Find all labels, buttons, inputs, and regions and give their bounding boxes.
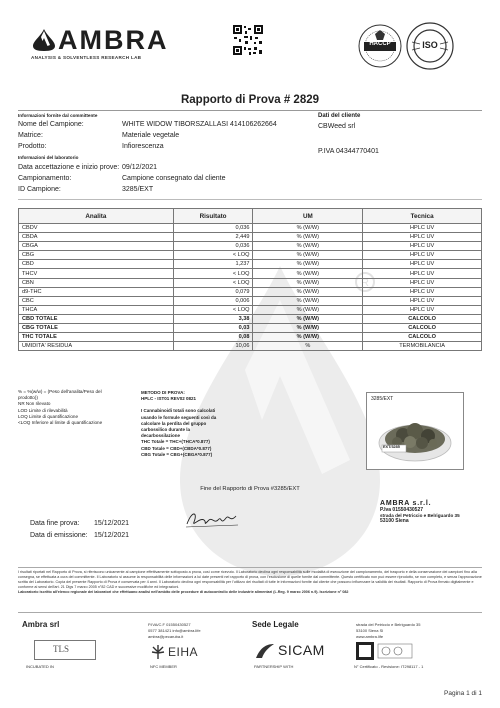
end-of-report: Fine del Rapporto di Prova #3285/EXT <box>200 486 300 492</box>
hq-address-1: strada del Petriccio e Belriguardo 35 <box>356 622 421 627</box>
result-cell: 0,079 <box>173 287 253 296</box>
um-cell: % (W/W) <box>253 260 363 269</box>
result-cell: < LOQ <box>173 269 253 278</box>
issue-date-value: 15/12/2021 <box>94 532 130 539</box>
analyte-cell: CBDA <box>19 233 174 242</box>
um-cell: % (W/W) <box>253 296 363 305</box>
stamp-line: 53100 Siena <box>380 518 409 524</box>
result-cell: 3,38 <box>173 314 253 323</box>
iso-cert-badge-icon <box>356 642 414 660</box>
table-row <box>19 342 482 351</box>
method-line: CBG Totale = CBG+(CBGA*0.877) <box>141 451 213 457</box>
sample-photo <box>366 392 464 470</box>
um-cell: % (W/W) <box>253 242 363 251</box>
client-name: CBWeed srl <box>318 123 356 130</box>
um-cell: % (W/W) <box>253 333 363 342</box>
technique-cell: HPLC UV <box>363 233 482 242</box>
section-lab: Informazioni del laboratorio <box>18 155 79 160</box>
um-cell: % (W/W) <box>253 224 363 233</box>
brand-name: AMBRA <box>58 25 169 55</box>
analyte-cell: CBG TOTALE <box>19 324 174 333</box>
table-row <box>19 269 482 278</box>
footer-pec: ambra@pecaruba.it <box>148 634 184 639</box>
um-cell: % (W/W) <box>253 305 363 314</box>
technique-cell: HPLC UV <box>363 278 482 287</box>
analyte-cell: CBDV <box>19 224 174 233</box>
footer-legal-text <box>18 570 482 595</box>
legend-line: <LOQ Inferiore al limite di quantificazione <box>18 420 103 426</box>
legend-line: LOD Limite di rilevabilità <box>18 407 68 413</box>
footer-accreditation: Laboratorio iscritto all'elenco regionale dei laboratori che effettuano analisi nell'ambito delle procedure di autocontrollo delle industrie alimentari (L.Reg. 9 marzo 2006 n.9). Iscrizione n° 082 <box>18 590 349 594</box>
acceptance-date-value: 09/12/2021 <box>122 164 158 171</box>
analyte-cell: CBN <box>19 278 174 287</box>
legend-block <box>18 389 102 426</box>
result-cell: 0,036 <box>173 242 253 251</box>
haccp-seal-label: HACCP <box>369 41 391 47</box>
um-cell: % (W/W) <box>253 278 363 287</box>
footer-phone: 0577 381421 info@ambra.life <box>148 628 201 633</box>
analyte-cell: CBD TOTALE <box>19 314 174 323</box>
method-line: HPLC - IST01 REV02 0821 <box>141 396 197 402</box>
result-cell: < LOQ <box>173 278 253 287</box>
svg-text:R: R <box>361 277 369 289</box>
table-row <box>19 287 482 296</box>
technique-cell: HPLC UV <box>363 296 482 305</box>
um-cell: % (W/W) <box>253 269 363 278</box>
client-vat: P.IVA 04344770401 <box>318 148 379 155</box>
footer-company: Ambra srl <box>22 620 60 629</box>
header-um: UM <box>253 209 363 224</box>
table-row <box>19 242 482 251</box>
um-cell: % (W/W) <box>253 233 363 242</box>
issue-date-label: Data di emissione: <box>30 532 88 539</box>
product-value: Infiorescenza <box>122 143 164 150</box>
result-cell: 2,449 <box>173 233 253 242</box>
hq-address-2: 53100 Siena SI <box>356 628 384 633</box>
technique-cell: HPLC UV <box>363 224 482 233</box>
technique-cell: CALCOLO <box>363 333 482 342</box>
analyte-cell: CBG <box>19 251 174 260</box>
um-cell: % (W/W) <box>253 251 363 260</box>
sicam-logo: SICAM <box>278 642 325 658</box>
method-block <box>141 390 216 458</box>
legend-line: LOQ Limite di quantificazione <box>18 413 79 419</box>
method-line: THC Totale = THC+(THCA*0.877) <box>141 439 210 445</box>
table-row <box>19 296 482 305</box>
stamp-line: AMBRA s.r.l. <box>380 500 432 507</box>
stamp-line: P.Iva 01550430527 <box>380 507 424 513</box>
page-number: Pagina 1 di 1 <box>444 690 482 697</box>
um-cell: % (W/W) <box>253 287 363 296</box>
sample-name-label: Nome del Campione: <box>18 121 84 128</box>
technique-cell: CALCOLO <box>363 314 482 323</box>
hq-title: Sede Legale <box>252 620 299 629</box>
footer-divider <box>18 567 482 568</box>
table-row <box>19 233 482 242</box>
photo-tag: EXT/3285 <box>383 445 400 449</box>
method-line: decarbossilazione <box>141 433 181 439</box>
technique-cell: HPLC UV <box>363 287 482 296</box>
table-row <box>19 260 482 269</box>
method-line: METODO DI PROVA: <box>141 390 185 395</box>
cannabis-buds-image <box>375 409 455 465</box>
eiha-logo: EIHA <box>168 645 199 659</box>
technique-cell: HPLC UV <box>363 269 482 278</box>
sample-id-value: 3285/EXT <box>122 186 154 193</box>
matrix-value: Materiale vegetale <box>122 132 180 139</box>
technique-cell: HPLC UV <box>363 251 482 260</box>
table-row <box>19 324 482 333</box>
signature-icon <box>184 508 240 530</box>
report-title: Rapporto di Prova # 2829 <box>180 94 320 106</box>
analyte-cell: CBC <box>19 296 174 305</box>
info-divider <box>18 199 482 200</box>
footer-divider-2 <box>18 612 482 613</box>
acceptance-date-label: Data accettazione e inizio prove: <box>18 164 120 171</box>
end-test-date-label: Data fine prova: <box>30 520 80 527</box>
eiha-member-label: NFC MEMBER <box>150 664 177 669</box>
result-cell: 0,03 <box>173 324 253 333</box>
matrix-label: Matrice: <box>18 132 43 139</box>
result-cell: 1,237 <box>173 260 253 269</box>
table-row <box>19 224 482 233</box>
result-cell: < LOQ <box>173 305 253 314</box>
technique-cell: HPLC UV <box>363 260 482 269</box>
incubated-label: INCUBATED IN <box>26 664 54 669</box>
qr-code-icon <box>232 24 264 56</box>
header-analyte: Analita <box>19 209 174 224</box>
method-line: usando le formule seguenti così da <box>141 414 217 420</box>
result-cell: 0,006 <box>173 296 253 305</box>
hemp-leaf-icon <box>150 644 166 660</box>
hq-website: www.ambra.life <box>356 634 384 639</box>
tls-logo <box>34 640 96 660</box>
result-cell: 0,08 <box>173 333 253 342</box>
product-label: Prodotto: <box>18 143 47 150</box>
table-row <box>19 305 482 314</box>
sample-id-label: ID Campione: <box>18 186 61 193</box>
partnership-label: PARTNERSHIP WITH <box>254 664 294 669</box>
legend-line: % = %(w/w) = (Peso dell'analita/Peso del <box>18 389 102 394</box>
sample-name-value: WHITE WIDOW TIBORSZALLASI 414106262664 <box>122 121 277 128</box>
legend-line: NR Non rilevato <box>18 401 51 407</box>
footer-disclaimer: I risultati riportati nel Rapporto di Prova, si riferiscono unicamente al campione effettivamente sottoposto a prova, così come ricevuto. Il Laboratorio declina ogni responsabilità sulle modalità di esecuzione del campionamento, del trasporto e della conservazione dei campioni fino alla consegna, se effettuata a cura del committente. Il Laboratorio si assume la responsabilità delle informazioni a lui date presenti nel rapporto di prova, con l'esclusione di quelle fornite dal committente. Questo certificato non può essere riprodotto, se non completo, e senza l'approvazione scritta del Laboratorio. Copia del presente Rapporto di Prova è conservata per 4 anni. Il Laboratorio declina ogni responsabilità per l'utilizzo dei risultati di tutte le informazioni fornite dal cliente che possono influenzare la validità dei risultati. <box>18 570 482 584</box>
company-stamp <box>380 500 476 540</box>
client-data-heading: Dati del cliente <box>318 113 361 119</box>
header-result: Risultato <box>173 209 253 224</box>
analyte-cell: UMIDITA' RESIDUA <box>19 342 174 351</box>
technique-cell: TERMOBILANCIA <box>363 342 482 351</box>
legend-line: prodotto)) <box>18 395 38 401</box>
ambra-drop-logo-icon <box>30 28 58 52</box>
result-cell: 0,036 <box>173 224 253 233</box>
table-row <box>19 278 482 287</box>
header-technique: Tecnica <box>363 209 482 224</box>
iso-seal-label: ISO <box>422 40 438 50</box>
analyte-cell: CBD <box>19 260 174 269</box>
result-cell: < LOQ <box>173 251 253 260</box>
cert-number: N° Certificato - Revisione: IT298117 - 1 <box>354 664 424 669</box>
results-table <box>18 208 482 351</box>
method-line: calcolare la perdita del gruppo <box>141 420 207 426</box>
um-cell: % (W/W) <box>253 314 363 323</box>
result-cell: 10,06 <box>173 342 253 351</box>
photo-caption: 3285/EXT <box>371 396 394 402</box>
footer-vat: P.IVA/C.F 01550430527 <box>148 622 191 627</box>
footer-signature-note: Rapporto di Prova firmato digitalmente e conforme ai sensi dell'art. 21 Dlgs 7 marzo 2005 n°82 CAD e successive modifiche ed integrazioni. <box>18 580 474 589</box>
analyte-cell: THCA <box>19 305 174 314</box>
um-cell: % (W/W) <box>253 324 363 333</box>
brand-tagline: ANALYSIS & SOLVENTLESS RESEARCH LAB <box>31 55 142 60</box>
technique-cell: CALCOLO <box>363 324 482 333</box>
tls-logo-text: TLS <box>53 644 70 654</box>
results-header-row <box>19 209 482 224</box>
sampling-label: Campionamento: <box>18 175 72 182</box>
analyte-cell: THC TOTALE <box>19 333 174 342</box>
section-client-given: Informazioni fornite dal committente <box>18 113 98 118</box>
technique-cell: HPLC UV <box>363 305 482 314</box>
title-divider <box>18 110 482 111</box>
table-row <box>19 251 482 260</box>
sicam-logo-icon <box>254 642 276 660</box>
technique-cell: HPLC UV <box>363 242 482 251</box>
method-line: CBD Totale = CBD+(CBDA*0.877) <box>141 445 212 451</box>
table-row <box>19 314 482 323</box>
analyte-cell: THCV <box>19 269 174 278</box>
method-line: I Cannabinoidi totali sono calcolati <box>141 408 216 414</box>
method-line: carbossilico durante la <box>141 427 191 433</box>
table-row <box>19 333 482 342</box>
analyte-cell: d9-THC <box>19 287 174 296</box>
analyte-cell: CBGA <box>19 242 174 251</box>
sampling-value: Campione consegnato dal cliente <box>122 175 226 182</box>
um-cell: % <box>253 342 363 351</box>
end-test-date-value: 15/12/2021 <box>94 520 130 527</box>
stamp-line: strada del Petriccio e Belriguardo 35 <box>380 513 460 518</box>
